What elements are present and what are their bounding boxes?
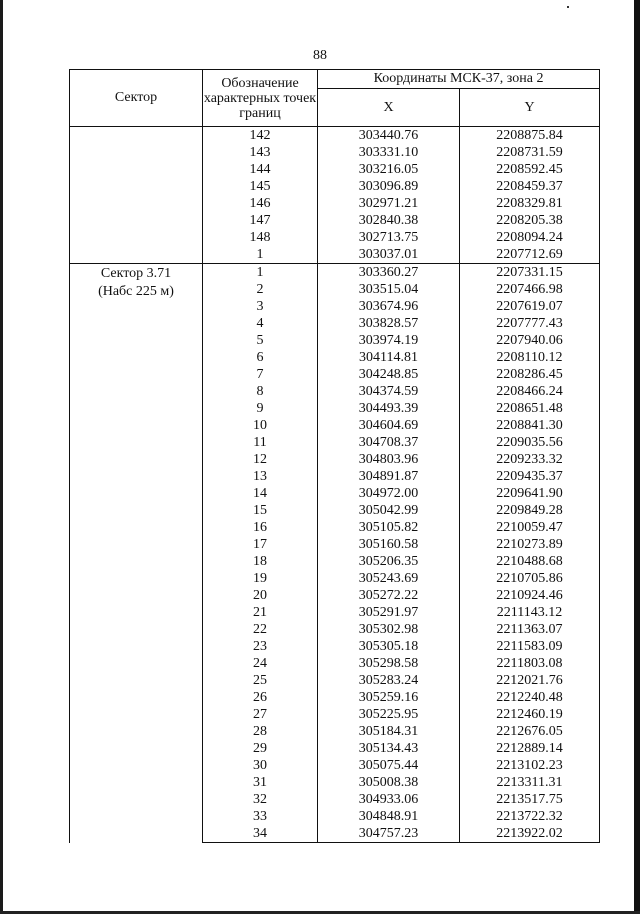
coord-x: 305272.22 [318,587,460,604]
header-y: Y [460,89,600,127]
coord-y: 2208592.45 [460,161,600,178]
point-number: 18 [203,553,318,570]
coord-y: 2210488.68 [460,553,600,570]
coord-x: 303974.19 [318,332,460,349]
page-number: 88 [313,48,327,63]
coord-x: 305302.98 [318,621,460,638]
coord-x: 304803.96 [318,451,460,468]
point-number: 4 [203,315,318,332]
point-number: 11 [203,434,318,451]
header-coordinates: Координаты МСК-37, зона 2 [318,70,600,89]
coord-y: 2208286.45 [460,366,600,383]
coord-y: 2212021.76 [460,672,600,689]
coord-x: 304848.91 [318,808,460,825]
point-number: 147 [203,212,318,229]
point-number: 14 [203,485,318,502]
coord-y: 2213102.23 [460,757,600,774]
coord-x: 304493.39 [318,400,460,417]
point-number: 2 [203,281,318,298]
coord-x: 303440.76 [318,127,460,145]
coord-x: 303515.04 [318,281,460,298]
coord-x: 303360.27 [318,264,460,282]
coord-y: 2208459.37 [460,178,600,195]
coord-x: 305225.95 [318,706,460,723]
coord-y: 2207777.43 [460,315,600,332]
coord-x: 304604.69 [318,417,460,434]
point-number: 3 [203,298,318,315]
coord-x: 305298.58 [318,655,460,672]
coord-y: 2212889.14 [460,740,600,757]
coord-x: 304933.06 [318,791,460,808]
coord-y: 2210059.47 [460,519,600,536]
coord-x: 305105.82 [318,519,460,536]
point-number: 142 [203,127,318,145]
coord-x: 305184.31 [318,723,460,740]
coord-x: 302971.21 [318,195,460,212]
coord-x: 304891.87 [318,468,460,485]
coord-y: 2209233.32 [460,451,600,468]
coord-x: 305291.97 [318,604,460,621]
coord-x: 305160.58 [318,536,460,553]
sector-cell [70,127,203,264]
point-number: 16 [203,519,318,536]
coord-y: 2213722.32 [460,808,600,825]
table-header [70,70,600,127]
point-number: 1 [203,264,318,282]
point-number: 10 [203,417,318,434]
coord-y: 2212240.48 [460,689,600,706]
coord-x: 304248.85 [318,366,460,383]
coord-x: 304972.00 [318,485,460,502]
coord-y: 2213311.31 [460,774,600,791]
coord-x: 305008.38 [318,774,460,791]
point-number: 31 [203,774,318,791]
coord-y: 2208205.38 [460,212,600,229]
point-number: 32 [203,791,318,808]
point-number: 28 [203,723,318,740]
coord-y: 2207331.15 [460,264,600,282]
coord-y: 2210273.89 [460,536,600,553]
coord-x: 303828.57 [318,315,460,332]
point-number: 144 [203,161,318,178]
point-number: 12 [203,451,318,468]
table-row [70,264,600,282]
point-number: 24 [203,655,318,672]
point-number: 8 [203,383,318,400]
sector-height: (Набс 225 м) [98,284,174,299]
coord-x: 304708.37 [318,434,460,451]
point-number: 148 [203,229,318,246]
point-number: 1 [203,246,318,264]
coord-x: 304374.59 [318,383,460,400]
coord-x: 305243.69 [318,570,460,587]
coord-y: 2208329.81 [460,195,600,212]
table-row [70,127,600,145]
point-number: 19 [203,570,318,587]
coord-y: 2212460.19 [460,706,600,723]
coord-x: 303216.05 [318,161,460,178]
point-number: 27 [203,706,318,723]
coord-y: 2208731.59 [460,144,600,161]
coord-y: 2211143.12 [460,604,600,621]
point-number: 9 [203,400,318,417]
header-sector: Сектор [70,70,203,127]
coordinates-table [69,69,600,843]
coord-y: 2210705.86 [460,570,600,587]
coord-x: 302713.75 [318,229,460,246]
coord-y: 2209035.56 [460,434,600,451]
coord-x: 305206.35 [318,553,460,570]
coord-x: 305042.99 [318,502,460,519]
coord-y: 2208841.30 [460,417,600,434]
coord-y: 2209435.37 [460,468,600,485]
coord-y: 2210924.46 [460,587,600,604]
point-number: 23 [203,638,318,655]
point-number: 6 [203,349,318,366]
point-number: 5 [203,332,318,349]
sector-name: Сектор 3.71 [100,266,172,281]
scan-edge-left [0,0,3,914]
coord-x: 304114.81 [318,349,460,366]
point-number: 26 [203,689,318,706]
point-number: 21 [203,604,318,621]
coord-x: 305134.43 [318,740,460,757]
scan-speck [567,6,569,8]
sector-cell [70,264,203,843]
coord-x: 303674.96 [318,298,460,315]
coord-y: 2207466.98 [460,281,600,298]
scan-edge-right [634,0,640,914]
coord-y: 2208110.12 [460,349,600,366]
coord-y: 2213517.75 [460,791,600,808]
header-x: X [318,89,460,127]
coord-x: 305283.24 [318,672,460,689]
coord-x: 303037.01 [318,246,460,264]
point-number: 25 [203,672,318,689]
coord-y: 2209641.90 [460,485,600,502]
coord-y: 2211583.09 [460,638,600,655]
point-number: 34 [203,825,318,843]
coord-y: 2213922.02 [460,825,600,843]
coord-y: 2208094.24 [460,229,600,246]
coord-x: 305259.16 [318,689,460,706]
header-designation: Обозначение характерных точек границ [203,70,318,127]
point-number: 33 [203,808,318,825]
coord-y: 2207712.69 [460,246,600,264]
coord-x: 303096.89 [318,178,460,195]
coord-y: 2209849.28 [460,502,600,519]
point-number: 20 [203,587,318,604]
point-number: 22 [203,621,318,638]
coord-y: 2208651.48 [460,400,600,417]
point-number: 15 [203,502,318,519]
coord-y: 2211803.08 [460,655,600,672]
coord-x: 304757.23 [318,825,460,843]
coord-y: 2211363.07 [460,621,600,638]
coord-y: 2208466.24 [460,383,600,400]
coord-y: 2207940.06 [460,332,600,349]
coord-y: 2208875.84 [460,127,600,145]
coord-y: 2212676.05 [460,723,600,740]
point-number: 143 [203,144,318,161]
coord-y: 2207619.07 [460,298,600,315]
coord-x: 305305.18 [318,638,460,655]
coord-x: 305075.44 [318,757,460,774]
point-number: 17 [203,536,318,553]
point-number: 7 [203,366,318,383]
coord-x: 303331.10 [318,144,460,161]
point-number: 145 [203,178,318,195]
point-number: 13 [203,468,318,485]
table-body [70,127,600,843]
point-number: 29 [203,740,318,757]
coord-x: 302840.38 [318,212,460,229]
point-number: 30 [203,757,318,774]
point-number: 146 [203,195,318,212]
